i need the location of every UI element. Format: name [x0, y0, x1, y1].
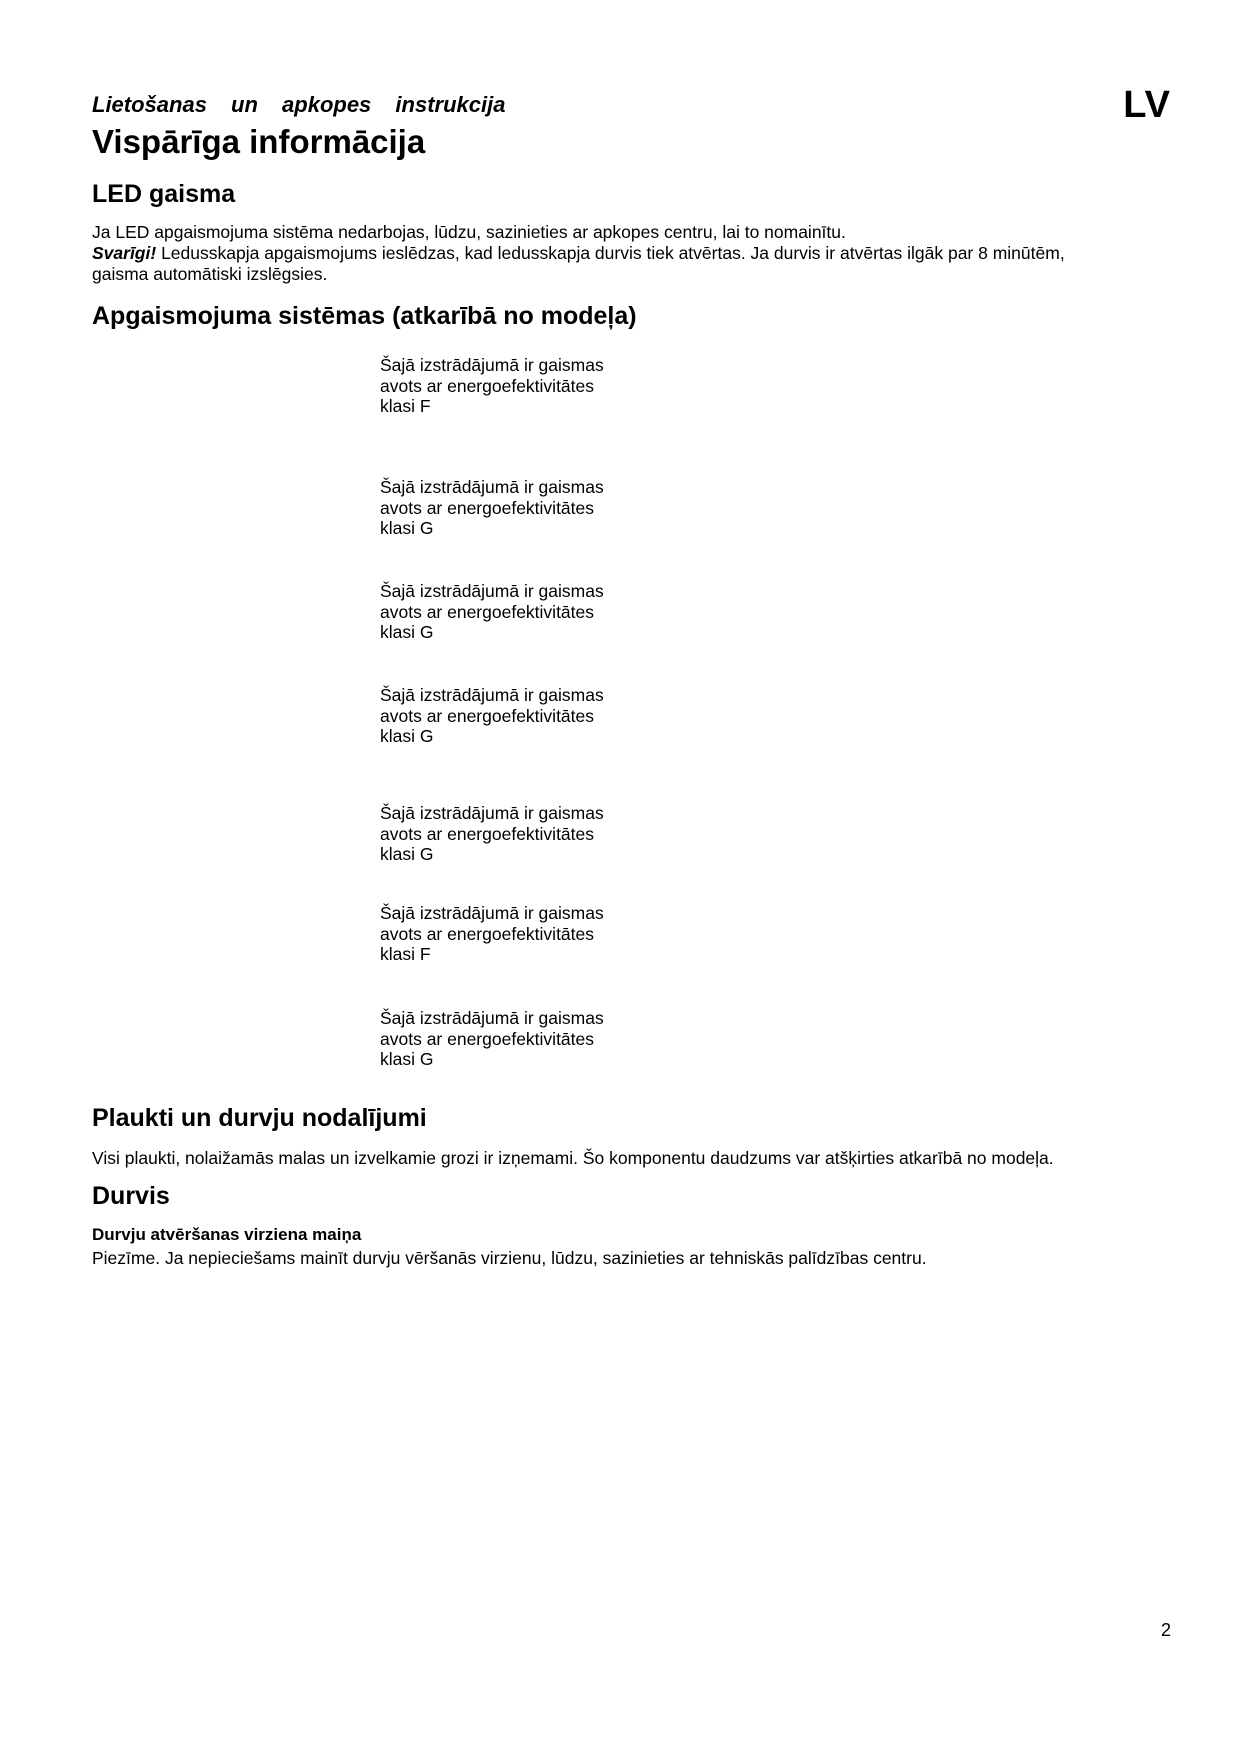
lighting-section-heading: Apgaismojuma sistēmas (atkarībā no modeļa): [92, 302, 637, 330]
shelves-text-line: Visi plaukti, nolaižamās malas un izvelkamie grozi ir izņemami. Šo komponentu daudzums var atšķirties atkarībā no modeļa.: [92, 1148, 1054, 1168]
energy-class-line: avots ar energoefektivitātes: [380, 497, 595, 518]
important-label: Svarīgi!: [92, 243, 157, 263]
energy-class-line: Šajā izstrādājumā ir gaismas: [380, 803, 604, 823]
energy-class-item: [380, 477, 604, 539]
energy-class-item: [380, 803, 604, 865]
shelves-section-text: [92, 1148, 1172, 1169]
door-section-text: [92, 1248, 1172, 1269]
energy-class-line: avots ar energoefektivitātes: [380, 375, 595, 396]
energy-class-line: Šajā izstrādājumā ir gaismas: [380, 1008, 604, 1028]
energy-class-value: klasi G: [380, 1049, 434, 1069]
energy-class-line: avots ar energoefektivitātes: [380, 923, 595, 944]
energy-class-item: [380, 685, 604, 747]
energy-class-item: [380, 355, 604, 417]
page-number: 2: [1160, 1620, 1171, 1640]
energy-class-value: klasi F: [380, 396, 431, 416]
energy-class-value: klasi G: [380, 622, 434, 642]
led-section-text: [92, 222, 1172, 285]
page-title: Vispārīga informācija: [92, 123, 426, 160]
door-text-line: Piezīme. Ja nepieciešams mainīt durvju vēršanās virzienu, lūdzu, sazinieties ar tehniskās palīdzības centru.: [92, 1248, 927, 1268]
energy-class-item: [380, 581, 604, 643]
document-type-label: Lietošanas un apkopes instrukcija: [92, 92, 506, 117]
energy-class-line: avots ar energoefektivitātes: [380, 1028, 595, 1049]
energy-class-item: [380, 1008, 604, 1070]
energy-class-line: Šajā izstrādājumā ir gaismas: [380, 477, 604, 497]
energy-class-value: klasi G: [380, 726, 434, 746]
shelves-section-heading: Plaukti un durvju nodalījumi: [92, 1104, 427, 1132]
energy-class-line: Šajā izstrādājumā ir gaismas: [380, 355, 604, 375]
energy-class-line: Šajā izstrādājumā ir gaismas: [380, 903, 604, 923]
energy-class-value: klasi F: [380, 944, 431, 964]
energy-class-line: avots ar energoefektivitātes: [380, 601, 595, 622]
led-text-line-1: Ja LED apgaismojuma sistēma nedarbojas, lūdzu, sazinieties ar apkopes centru, lai to nomainītu.: [92, 222, 846, 242]
energy-class-value: klasi G: [380, 844, 434, 864]
language-code: LV: [1123, 84, 1171, 126]
led-text-line-3: gaisma automātiski izslēgsies.: [92, 264, 328, 284]
energy-class-list: [380, 355, 680, 1075]
led-text-line-2: [92, 243, 1172, 264]
door-section-heading: Durvis: [92, 1182, 170, 1210]
energy-class-line: avots ar energoefektivitātes: [380, 823, 595, 844]
energy-class-line: avots ar energoefektivitātes: [380, 705, 595, 726]
energy-class-value: klasi G: [380, 518, 434, 538]
energy-class-item: [380, 903, 604, 965]
led-section-heading: LED gaisma: [92, 180, 236, 208]
energy-class-line: Šajā izstrādājumā ir gaismas: [380, 581, 604, 601]
led-text-line-2-rest: Ledusskapja apgaismojums ieslēdzas, kad ledusskapja durvis tiek atvērtas. Ja durvis ir atvērtas ilgāk par 8 minūtēm,: [156, 243, 1065, 263]
door-subheading: Durvju atvēršanas virziena maiņa: [92, 1225, 362, 1244]
energy-class-line: Šajā izstrādājumā ir gaismas: [380, 685, 604, 705]
